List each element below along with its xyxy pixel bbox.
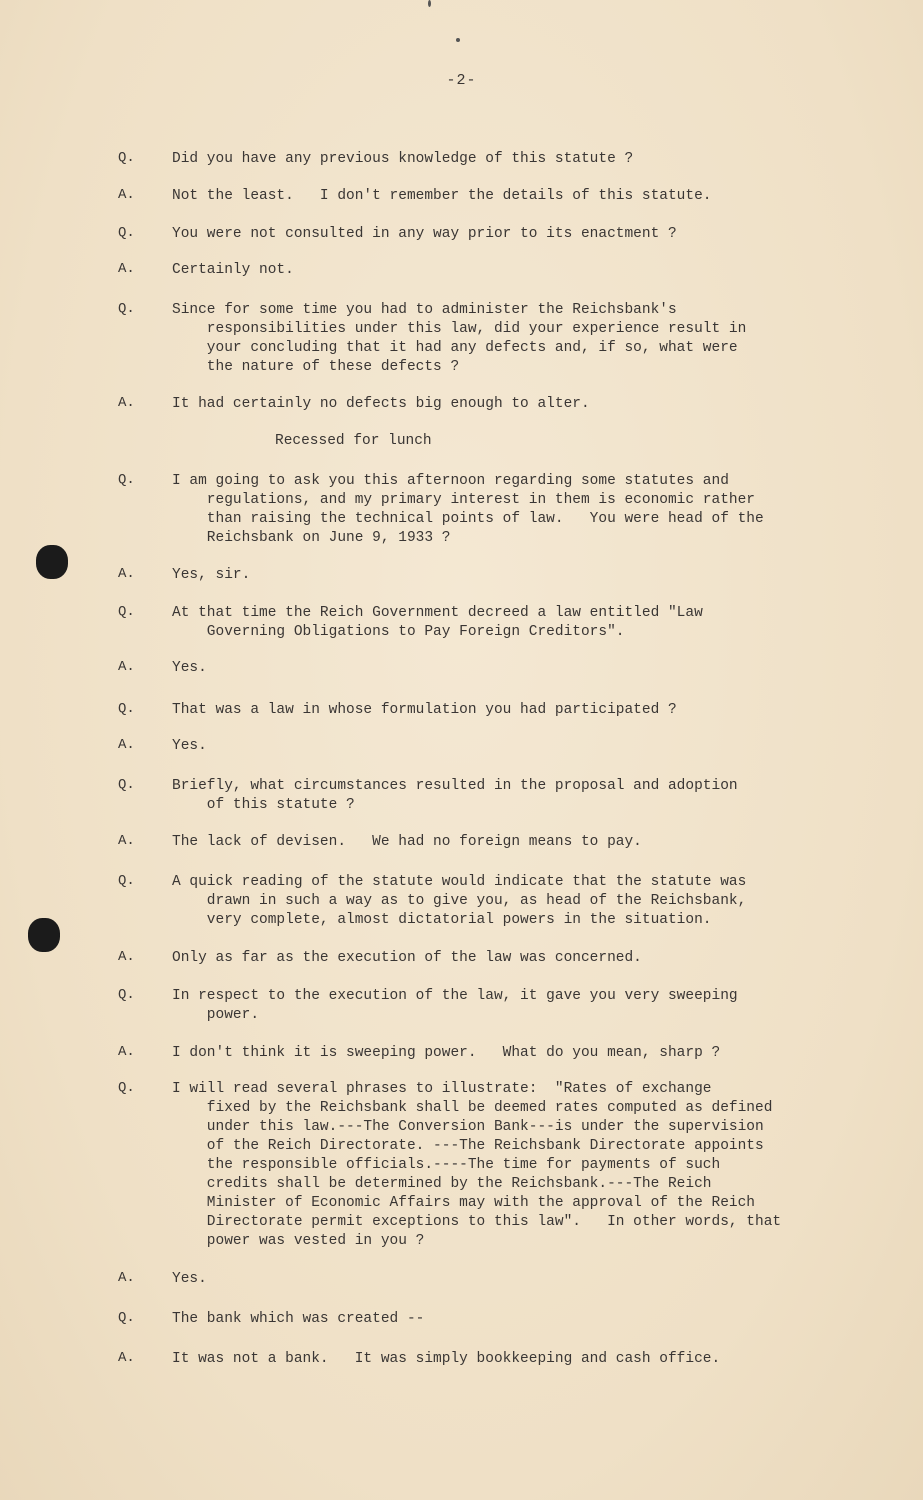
entry-text: I don't think it is sweeping power. What do you mean, sharp ?	[172, 1045, 721, 1061]
ink-speck	[428, 0, 431, 7]
punch-hole	[28, 918, 60, 952]
entry-text: Since for some time you had to administer the Reichsbank's responsibilities under this law, did your experience result in your concluding that it had any defects and, if so, what were the nature of these defects ?	[172, 302, 747, 375]
ink-speck	[456, 38, 460, 42]
entry-text: Not the least. I don't remember the details of this statute.	[172, 188, 712, 204]
entry-text: In respect to the execution of the law, it gave you very sweeping power.	[172, 988, 738, 1023]
speaker-label: Q.	[118, 301, 135, 317]
recess-note: Recessed for lunch	[275, 433, 432, 449]
speaker-label: Q.	[118, 604, 135, 620]
entry-text: Only as far as the execution of the law was concerned.	[172, 950, 642, 966]
speaker-label: Q.	[118, 472, 135, 488]
speaker-label: A.	[118, 949, 135, 965]
entry-text: A quick reading of the statute would indicate that the statute was drawn in such a way as to give you, as head of the Reichsbank, very complete, almost dictatorial powers in the situation.	[172, 874, 747, 928]
entry-text: At that time the Reich Government decreed a law entitled "Law Governing Obligations to Pay Foreign Creditors".	[172, 605, 703, 640]
entry-text: Certainly not.	[172, 262, 294, 278]
entry-text: That was a law in whose formulation you had participated ?	[172, 702, 677, 718]
speaker-label: Q.	[118, 150, 135, 166]
speaker-label: A.	[118, 187, 135, 203]
speaker-label: Q.	[118, 987, 135, 1003]
entry-text: Did you have any previous knowledge of this statute ?	[172, 151, 634, 167]
speaker-label: Q.	[118, 1310, 135, 1326]
speaker-label: Q.	[118, 225, 135, 241]
entry-text: I am going to ask you this afternoon regarding some statutes and regulations, and my primary interest in them is economic rather than raising the technical points of law. You were head of the Reichsbank on June 9, 1933 ?	[172, 473, 764, 546]
entry-text: Briefly, what circumstances resulted in the proposal and adoption of this statute ?	[172, 778, 738, 813]
speaker-label: Q.	[118, 873, 135, 889]
speaker-label: A.	[118, 566, 135, 582]
speaker-label: Q.	[118, 1080, 135, 1096]
speaker-label: A.	[118, 833, 135, 849]
speaker-label: A.	[118, 737, 135, 753]
entry-text: Yes.	[172, 738, 207, 754]
speaker-label: Q.	[118, 777, 135, 793]
entry-text: The lack of devisen. We had no foreign means to pay.	[172, 834, 642, 850]
entry-text: Yes.	[172, 660, 207, 676]
entry-text: Yes, sir.	[172, 567, 251, 583]
speaker-label: Q.	[118, 701, 135, 717]
entry-text: You were not consulted in any way prior to its enactment ?	[172, 226, 677, 242]
entry-text: Yes.	[172, 1271, 207, 1287]
page-number: -2-	[446, 72, 477, 89]
entry-text: The bank which was created --	[172, 1311, 425, 1327]
speaker-label: A.	[118, 395, 135, 411]
speaker-label: A.	[118, 1270, 135, 1286]
entry-text: It had certainly no defects big enough to alter.	[172, 396, 590, 412]
speaker-label: A.	[118, 1044, 135, 1060]
entry-text: It was not a bank. It was simply bookkeeping and cash office.	[172, 1351, 721, 1367]
punch-hole	[36, 545, 68, 579]
speaker-label: A.	[118, 659, 135, 675]
entry-text: I will read several phrases to illustrate: "Rates of exchange fixed by the Reichsbank shall be deemed rates computed as defined under this law.---The Conversion Bank---is under the supervision of the Reich Directorate. ---The Reichsbank Directorate appoints the responsible officials.----The time for payments of such credits shall be determined by the Reichsbank.---The Reich Minister of Economic Affairs may with the approval of the Reich Directorate permit exceptions to this law". In other words, that power was vested in you ?	[172, 1081, 782, 1249]
speaker-label: A.	[118, 261, 135, 277]
speaker-label: A.	[118, 1350, 135, 1366]
